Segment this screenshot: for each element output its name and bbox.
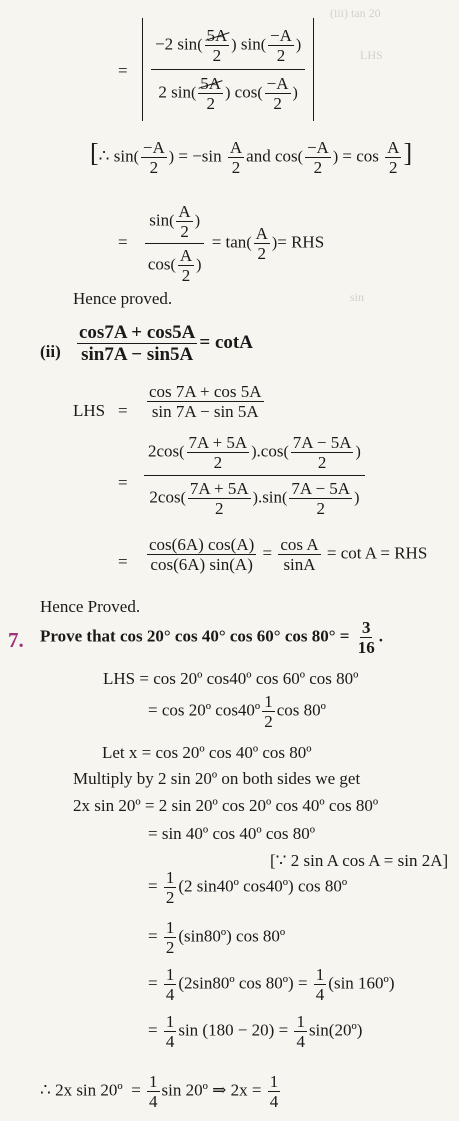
eq-step3: =: [118, 552, 128, 571]
hence-proved-1: Hence proved.: [73, 289, 173, 308]
lhs-label: LHS: [73, 401, 106, 420]
step1-denominator: sin 7A − sin 5A: [151, 402, 259, 421]
statement-denominator: sin7A − sin5A: [81, 344, 194, 365]
line-step-b: = $\frac{1}{2}$ (sin80º) cos 80º: [148, 918, 286, 957]
step1-numerator: cos 7A + cos 5A: [149, 382, 262, 401]
problem-statement: Prove that cos 20° cos 40° cos 60° cos 80° = $\frac{3}{16}$ .: [40, 618, 383, 657]
line-step-d: = $\frac{1}{4}$ sin (180 − 20) = $\frac{1}{4}$ sin(20º): [148, 1012, 363, 1051]
line-half: = cos 20º cos40º $\frac{1}{2}$ cos 80º: [148, 692, 326, 731]
fraction-row1: −2 sin( $\frac{5A}{2}$ ) sin( $\frac{-A}{2}$ ) 2 sin( $\frac{5A}{2}$ ) cos( $\frac{-A}{2}$ ): [142, 18, 314, 121]
line-step-a: = $\frac{1}{2}$ (2 sin40º cos40º) cos 80º: [148, 868, 348, 907]
part-ii-label: (ii): [40, 342, 61, 361]
step3-denominator: cos(6A) sin(A): [150, 555, 253, 574]
therefore-statement: [∴ sin( $\frac{-A}{2}$ ) = −sin $\frac{A}{2}$ and cos( $\frac{-A}{2}$ ) = cos $\frac{A}{2}$ ]: [90, 138, 413, 177]
rhs-label: = RHS: [277, 232, 325, 252]
lhs-step2: 2cos( $\frac{7A + 5A}{2}$ ).cos( $\frac{7A - 5A}{2}$ ) 2cos( $\frac{7A + 5A}{2}$ ).sin( $\frac{7A - 5A}{2}$ ): [142, 430, 367, 521]
statement-rhs: = cotA: [199, 331, 253, 353]
eq-sign: =: [118, 61, 128, 80]
line-final: ∴ 2x sin 20º = $\frac{1}{4}$ sin 20º ⇒ 2x = $\frac{1}{4}$: [40, 1072, 279, 1111]
eq-step2: =: [118, 473, 128, 492]
line-let-x: Let x = cos 20º cos 40º cos 80º: [102, 743, 312, 762]
lhs-step3: $\frac{\cos(6A) \cos(A)}{\cos(6A) \sin(A)}$ = $\frac{\text{cos A}}{\sin A}$ = cot A = RHS: [149, 535, 428, 574]
line-2x: 2x sin 20º = 2 sin 20º cos 20º cos 40º cos 80º: [73, 796, 379, 815]
step3-numerator: cos(6A) cos(A): [149, 535, 255, 554]
hence-proved-2: Hence Proved.: [40, 597, 141, 616]
problem-number: 7.: [8, 628, 24, 652]
step3-rhs: = cot A = RHS: [326, 543, 428, 563]
lhs-step1: [145, 382, 266, 421]
line-step-c: = $\frac{1}{4}$ (2sin80º cos 80º) = $\frac{1}{4}$ (sin 160º): [148, 965, 395, 1004]
lhs-eq: =: [118, 401, 128, 420]
line-sin40: = sin 40º cos 40º cos 80º: [148, 824, 316, 843]
part-ii-statement: [75, 322, 253, 365]
statement-numerator: cos7A + cos5A: [79, 322, 196, 343]
line-lhs: LHS = cos 20º cos40º cos 60º cos 80º: [103, 669, 359, 688]
line-multiply: Multiply by 2 sin 20º on both sides we get: [73, 769, 361, 788]
tan-result: = sin( $\frac{A}{2}$ ) cos( $\frac{A}{2}$ ) = tan( $\frac{A}{2}$ )= RHS: [118, 202, 325, 285]
identity-note: [∵ 2 sin A cos A = sin 2A]: [270, 851, 449, 870]
